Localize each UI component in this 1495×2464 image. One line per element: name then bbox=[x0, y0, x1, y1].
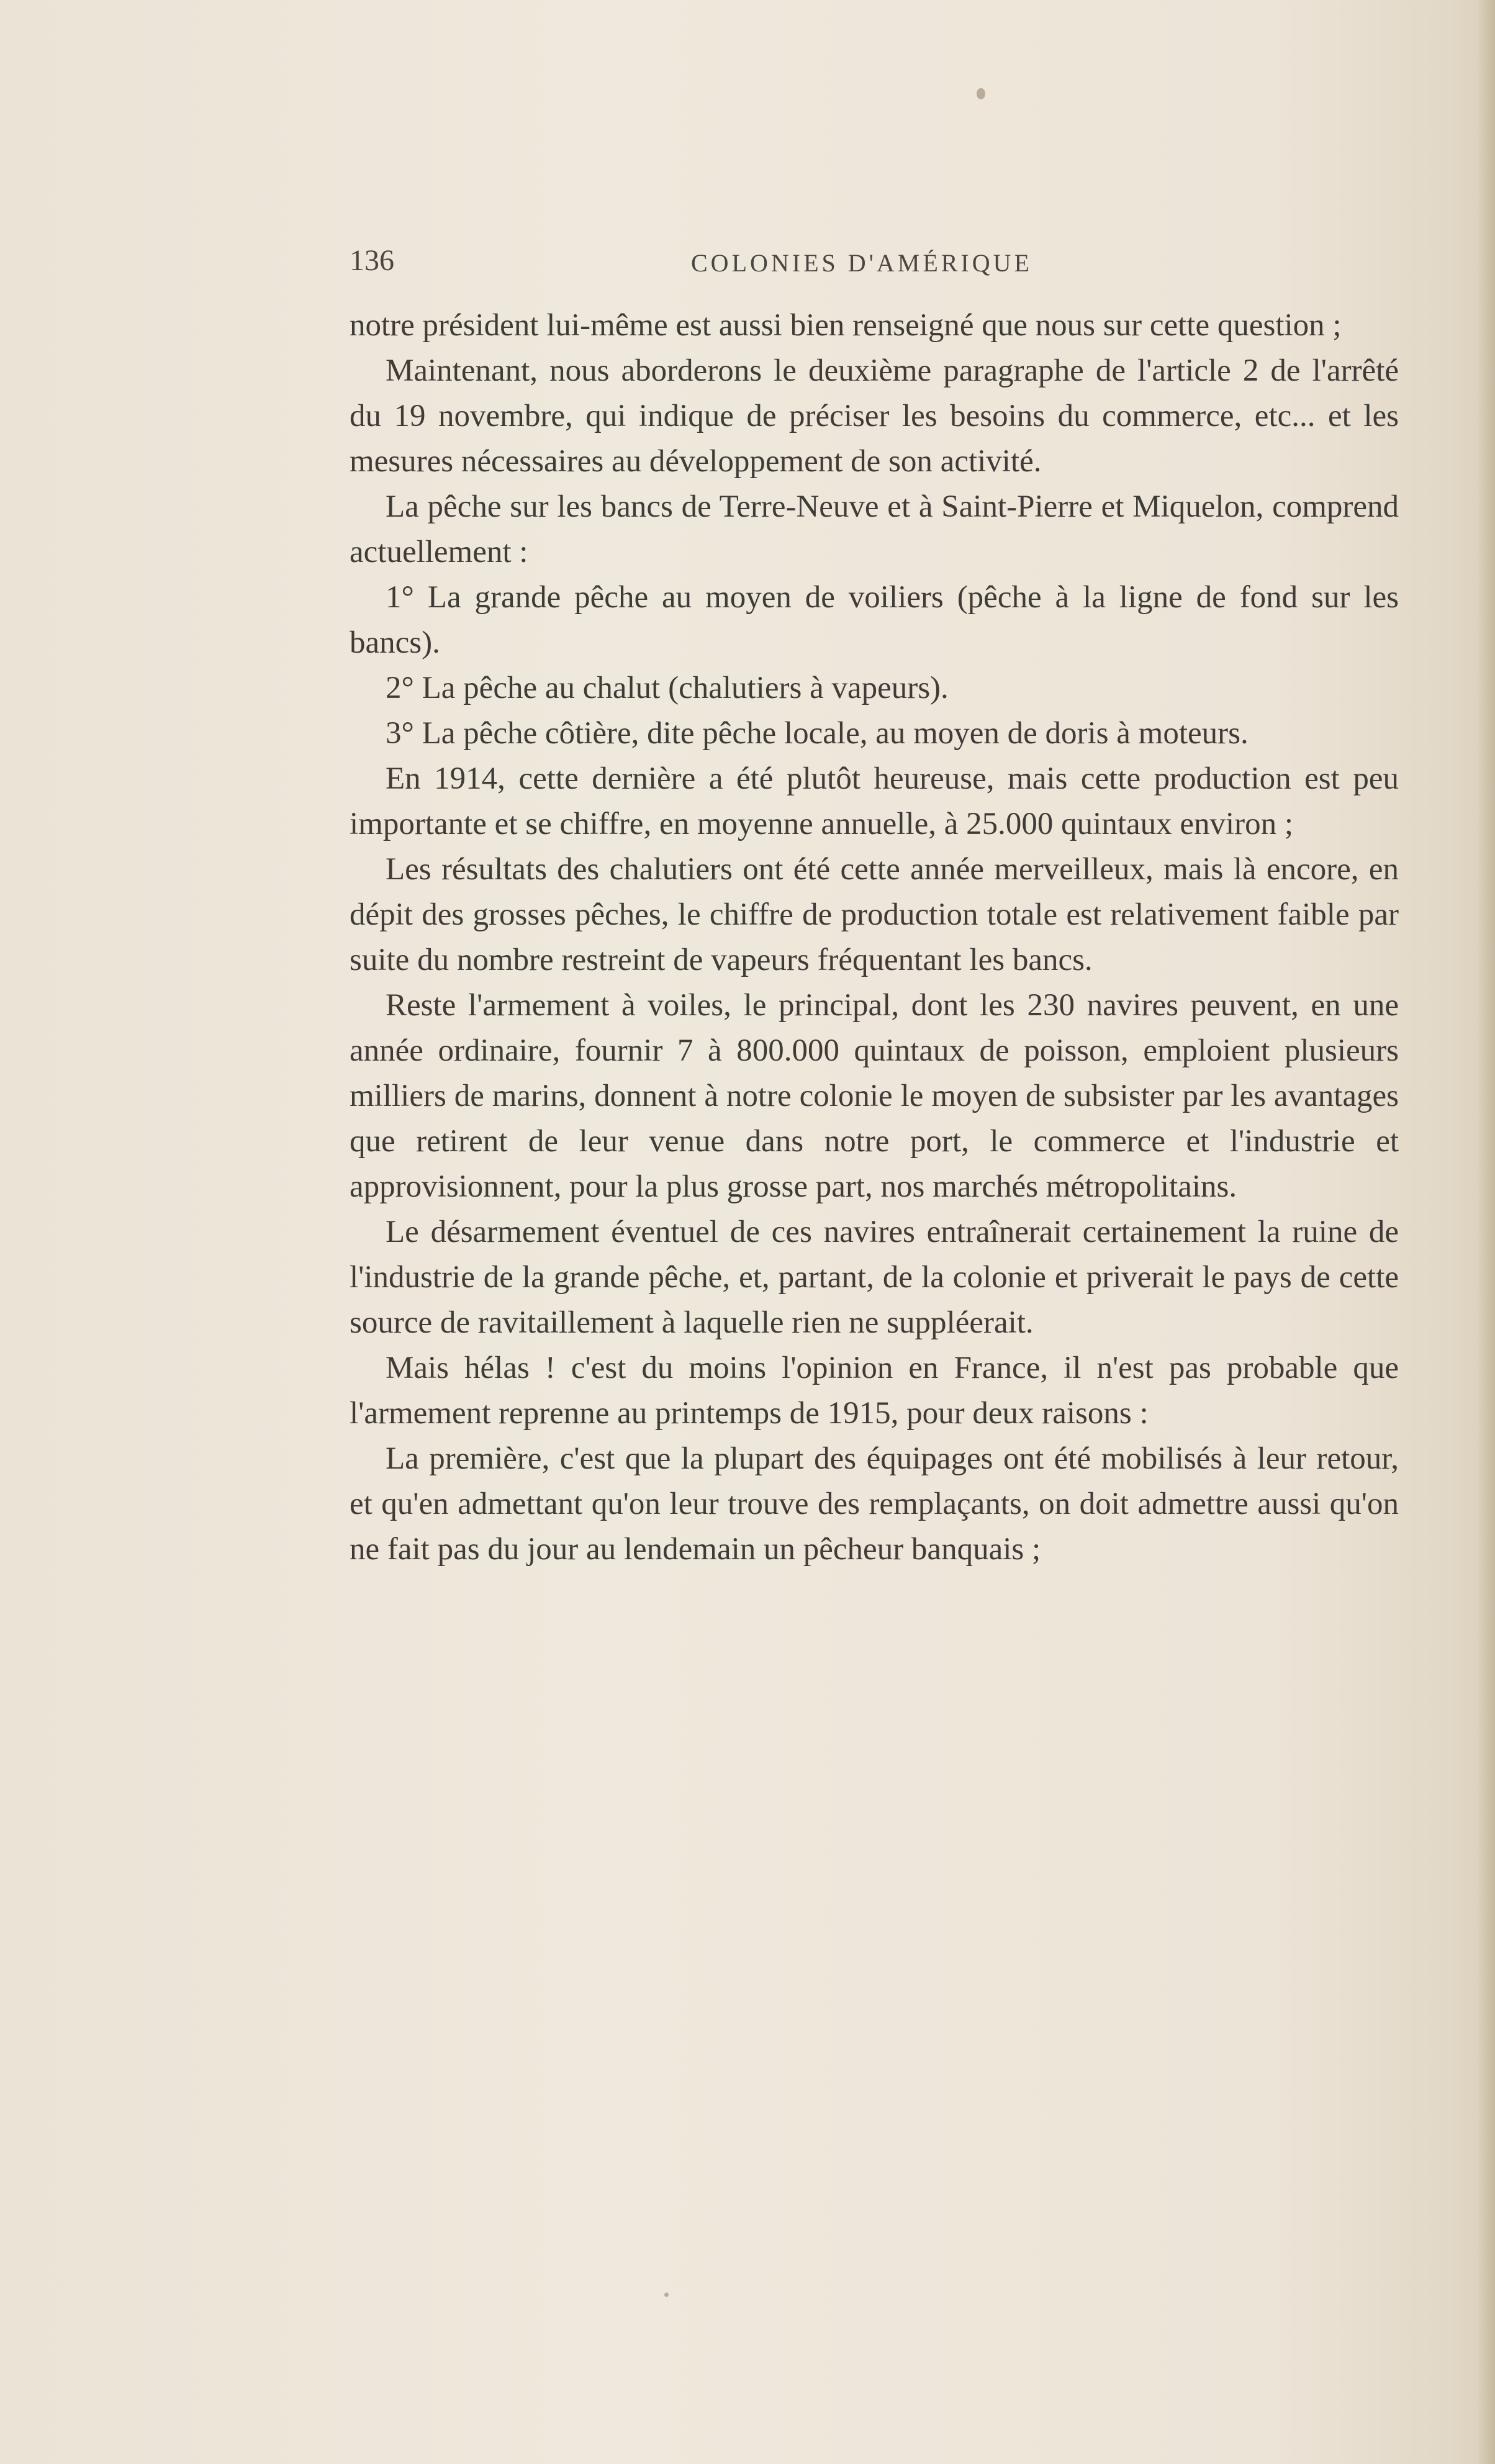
paragraph-3: La pêche sur les bancs de Terre-Neuve et à Saint-Pierre et Miquelon, comprend actuellement : bbox=[350, 489, 1399, 569]
paragraph-2: Maintenant, nous aborderons le deuxième paragraphe de l'article 2 de l'arrêté du 19 novembre, qui indique de préciser les besoins du commerce, etc... et les mesures nécessaires au développement de son activité. bbox=[350, 353, 1399, 479]
body-text bbox=[350, 303, 1399, 1572]
page-header bbox=[350, 243, 1399, 287]
page-number: 136 bbox=[350, 244, 394, 277]
paragraph-5: 2° La pêche au chalut (chalutiers à vapeurs). bbox=[386, 671, 949, 705]
paper-speck bbox=[664, 2293, 669, 2297]
paragraph-6: 3° La pêche côtière, dite pêche locale, au moyen de doris à moteurs. bbox=[386, 716, 1249, 751]
paragraph-10: Le désarmement éventuel de ces navires entraînerait certainement la ruine de l'industrie de la grande pêche, et, partant, de la colonie et priverait le pays de cette source de ravitaillement à laquelle rien ne suppléerait. bbox=[350, 1215, 1399, 1340]
page-edge-shadow bbox=[1478, 0, 1495, 2464]
paragraph-12: La première, c'est que la plupart des équipages ont été mobilisés à leur retour, et qu'en admettant qu'on leur trouve des remplaçants, on doit admettre aussi qu'on ne fait pas du jour au lendemain un pêcheur banquais ; bbox=[350, 1441, 1399, 1567]
running-title: COLONIES D'AMÉRIQUE bbox=[691, 249, 1032, 277]
paragraph-1: notre président lui-même est aussi bien renseigné que nous sur cette question ; bbox=[350, 308, 1342, 343]
paragraph-11: Mais hélas ! c'est du moins l'opinion en France, il n'est pas probable que l'armement reprenne au printemps de 1915, pour deux raisons : bbox=[350, 1351, 1399, 1431]
paragraph-9: Reste l'armement à voiles, le principal, dont les 230 navires peuvent, en une année ordinaire, fournir 7 à 800.000 quintaux de poisson, emploient plusieurs milliers de marins, donnent à notre colonie le moyen de subsister par les avantages que retirent de leur venue dans notre port, le commerce et l'industrie et approvisionnent, pour la plus grosse part, nos marchés métropolitains. bbox=[350, 988, 1399, 1204]
paragraph-8: Les résultats des chalutiers ont été cette année merveilleux, mais là encore, en dépit des grosses pêches, le chiffre de production totale est relativement faible par suite du nombre restreint de vapeurs fréquentant les bancs. bbox=[350, 852, 1399, 977]
paragraph-4: 1° La grande pêche au moyen de voiliers (pêche à la ligne de fond sur les bancs). bbox=[350, 580, 1399, 660]
paragraph-7: En 1914, cette dernière a été plutôt heureuse, mais cette production est peu importante et se chiffre, en moyenne annuelle, à 25.000 quintaux environ ; bbox=[350, 761, 1399, 841]
paper-speck bbox=[977, 88, 985, 99]
